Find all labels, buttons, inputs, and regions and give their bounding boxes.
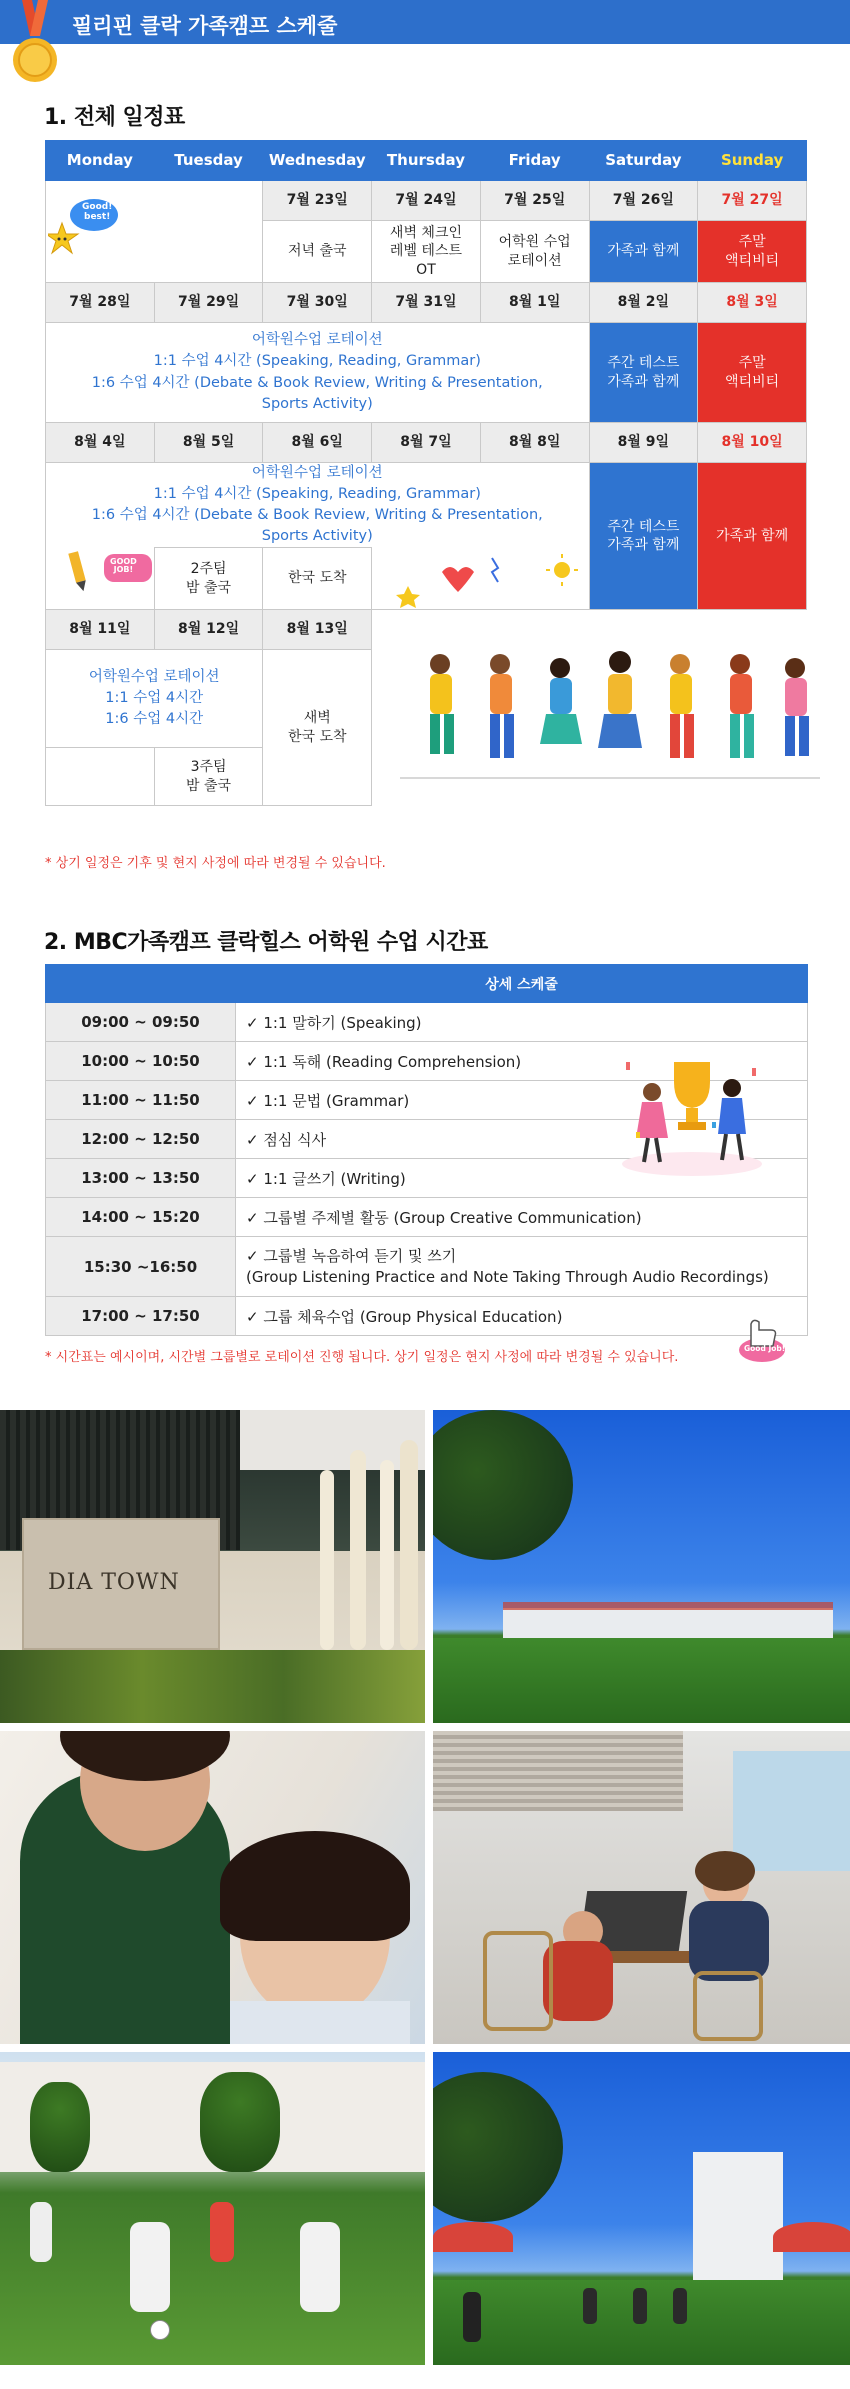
date-cell: 8월 7일	[372, 423, 481, 463]
date-cell-sunday: 7월 27일	[698, 181, 807, 221]
date-cell-sunday: 8월 10일	[698, 423, 807, 463]
lesson-rotation-cell	[46, 323, 590, 423]
time-cell: 10:00 ~ 10:50	[46, 1042, 236, 1081]
date-cell: 7월 23일	[263, 181, 372, 221]
day-thursday: Thursday	[372, 141, 481, 181]
date-cell-sunday: 8월 3일	[698, 283, 807, 323]
event-cell: 한국 도착	[263, 548, 372, 610]
section1-title: 1. 전체 일정표	[44, 105, 185, 130]
day-wednesday: Wednesday	[263, 141, 372, 181]
lesson-line: 어학원수업 로테이션	[251, 332, 383, 349]
campus-walk-photo	[433, 2052, 850, 2365]
lesson-line: Sports Activity)	[261, 395, 373, 412]
time-cell: 13:00 ~ 13:50	[46, 1159, 236, 1198]
medal-icon	[10, 0, 60, 84]
saturday-activity-cell: 주간 테스트 가족과 함께	[589, 323, 698, 423]
saturday-activity-cell: 주간 테스트 가족과 함께	[589, 463, 698, 610]
date-cell: 8월 9일	[589, 423, 698, 463]
date-cell: 8월 6일	[263, 423, 372, 463]
online-class-photo	[433, 1731, 850, 2044]
campus-lawn-photo	[433, 1410, 850, 1723]
table-row	[46, 1237, 808, 1297]
date-cell: 7월 28일	[46, 283, 155, 323]
date-cell: 8월 11일	[46, 610, 155, 650]
good-job-sticker-cell	[46, 548, 155, 610]
lesson-line: 어학원수업 로테이션	[88, 669, 220, 686]
event-cell: 새벽 한국 도착	[263, 650, 372, 806]
lesson-line: 1:6 수업 4시간	[105, 711, 204, 728]
date-cell: 8월 2일	[589, 283, 698, 323]
activity-cell: ✓ 점심 식사	[236, 1120, 808, 1159]
event-cell: 어학원 수업 로테이션	[480, 221, 589, 283]
date-cell: 7월 25일	[480, 181, 589, 221]
good-job-hand-icon	[737, 1318, 787, 1364]
event-cell: 새벽 체크인 레벨 테스트 OT	[372, 221, 481, 283]
good-best-sticker-cell	[46, 181, 263, 283]
day-sunday: Sunday	[698, 141, 807, 181]
soccer-photo	[0, 2052, 425, 2365]
activity-cell: ✓ 1:1 말하기 (Speaking)	[236, 1003, 808, 1042]
lesson-line: 1:6 수업 4시간 (Debate & Book Review, Writing & Presentation,	[91, 507, 543, 524]
activity-cell: ✓ 그룹별 주제별 활동 (Group Creative Communication)	[236, 1198, 808, 1237]
activity-cell: ✓ 그룹 체육수업 (Group Physical Education)	[236, 1297, 808, 1336]
activity-cell: ✓ 1:1 독해 (Reading Comprehension)	[236, 1042, 808, 1081]
day-tuesday: Tuesday	[154, 141, 263, 181]
day-monday: Monday	[46, 141, 155, 181]
event-cell-sunday: 주말 액티비티	[698, 221, 807, 283]
trophy-illustration	[612, 1052, 772, 1182]
activity-cell: ✓ 1:1 글쓰기 (Writing)	[236, 1159, 808, 1198]
sparkle-doodle-icon	[372, 548, 602, 608]
date-cell: 8월 13일	[263, 610, 372, 650]
lesson-line: Sports Activity)	[261, 528, 373, 545]
lesson-line: 1:1 수업 4시간	[105, 690, 204, 707]
sparkle-decoration-cell	[372, 548, 589, 610]
date-cell: 8월 12일	[154, 610, 263, 650]
event-cell: 2주팀 밤 출국	[154, 548, 263, 610]
lesson-line: 1:6 수업 4시간 (Debate & Book Review, Writing & Presentation,	[91, 374, 543, 391]
event-cell: 3주팀 밤 출국	[154, 748, 263, 806]
date-cell: 7월 29일	[154, 283, 263, 323]
calendar-header-row	[46, 141, 807, 181]
date-cell: 8월 1일	[480, 283, 589, 323]
schedule-note: * 상기 일정은 기후 및 현지 사정에 따라 변경될 수 있습니다.	[45, 856, 386, 871]
lesson-line: 1:1 수업 4시간 (Speaking, Reading, Grammar)	[153, 486, 481, 503]
header-bar	[0, 0, 850, 44]
date-cell: 7월 30일	[263, 283, 372, 323]
good-best-sticker-text: Good! best!	[82, 202, 113, 222]
timetable-note: * 시간표는 예시이며, 시간별 그룹별로 로테이션 진행 됩니다. 상기 일정은 현지 사정에 따라 변경될 수 있습니다.	[45, 1350, 679, 1365]
activity-cell: ✓ 그룹별 녹음하여 듣기 및 쓰기 (Group Listening Practice and Note Taking Through Audio Recordings)	[236, 1237, 808, 1297]
date-cell: 8월 5일	[154, 423, 263, 463]
table-row	[46, 1003, 808, 1042]
good-job-hand-text: Good Job!	[744, 1344, 786, 1353]
timetable-header: 상세 스케줄	[236, 965, 808, 1003]
schedule-calendar	[45, 140, 807, 806]
time-cell: 14:00 ~ 15:20	[46, 1198, 236, 1237]
time-cell: 09:00 ~ 09:50	[46, 1003, 236, 1042]
dia-town-sign: DIA TOWN	[48, 1570, 180, 1595]
day-saturday: Saturday	[589, 141, 698, 181]
timetable-header-blank	[46, 965, 236, 1003]
event-cell-saturday: 가족과 함께	[589, 221, 698, 283]
section2-title: 2. MBC가족캠프 클락힐스 어학원 수업 시간표	[44, 930, 488, 955]
kids-illustration-cell	[372, 610, 807, 806]
sunday-activity-cell: 가족과 함께	[698, 463, 807, 610]
teacher-student-photo	[0, 1731, 425, 2044]
time-cell: 11:00 ~ 11:50	[46, 1081, 236, 1120]
dia-town-photo	[0, 1410, 425, 1723]
date-cell: 7월 24일	[372, 181, 481, 221]
day-friday: Friday	[480, 141, 589, 181]
table-row	[46, 1297, 808, 1336]
event-cell: 저녁 출국	[263, 221, 372, 283]
time-cell: 12:00 ~ 12:50	[46, 1120, 236, 1159]
dancing-kids-illustration	[400, 634, 820, 784]
table-row	[46, 1198, 808, 1237]
lesson-line: 1:1 수업 4시간 (Speaking, Reading, Grammar)	[153, 353, 481, 370]
header-title: 필리핀 클락 가족캠프 스케줄	[72, 14, 338, 38]
date-cell: 8월 8일	[480, 423, 589, 463]
good-job-sticker-text: GOOD JOB!	[110, 556, 137, 575]
activity-cell: ✓ 1:1 문법 (Grammar)	[236, 1081, 808, 1120]
lesson-rotation-cell	[46, 463, 590, 548]
time-cell: 15:30 ~16:50	[46, 1237, 236, 1297]
sunday-activity-cell: 주말 액티비티	[698, 323, 807, 423]
time-cell: 17:00 ~ 17:50	[46, 1297, 236, 1336]
date-cell: 8월 4일	[46, 423, 155, 463]
date-cell: 7월 31일	[372, 283, 481, 323]
lesson-line: 어학원수업 로테이션	[251, 465, 383, 481]
empty-cell	[46, 748, 155, 806]
date-cell: 7월 26일	[589, 181, 698, 221]
lesson-rotation-cell	[46, 650, 263, 748]
